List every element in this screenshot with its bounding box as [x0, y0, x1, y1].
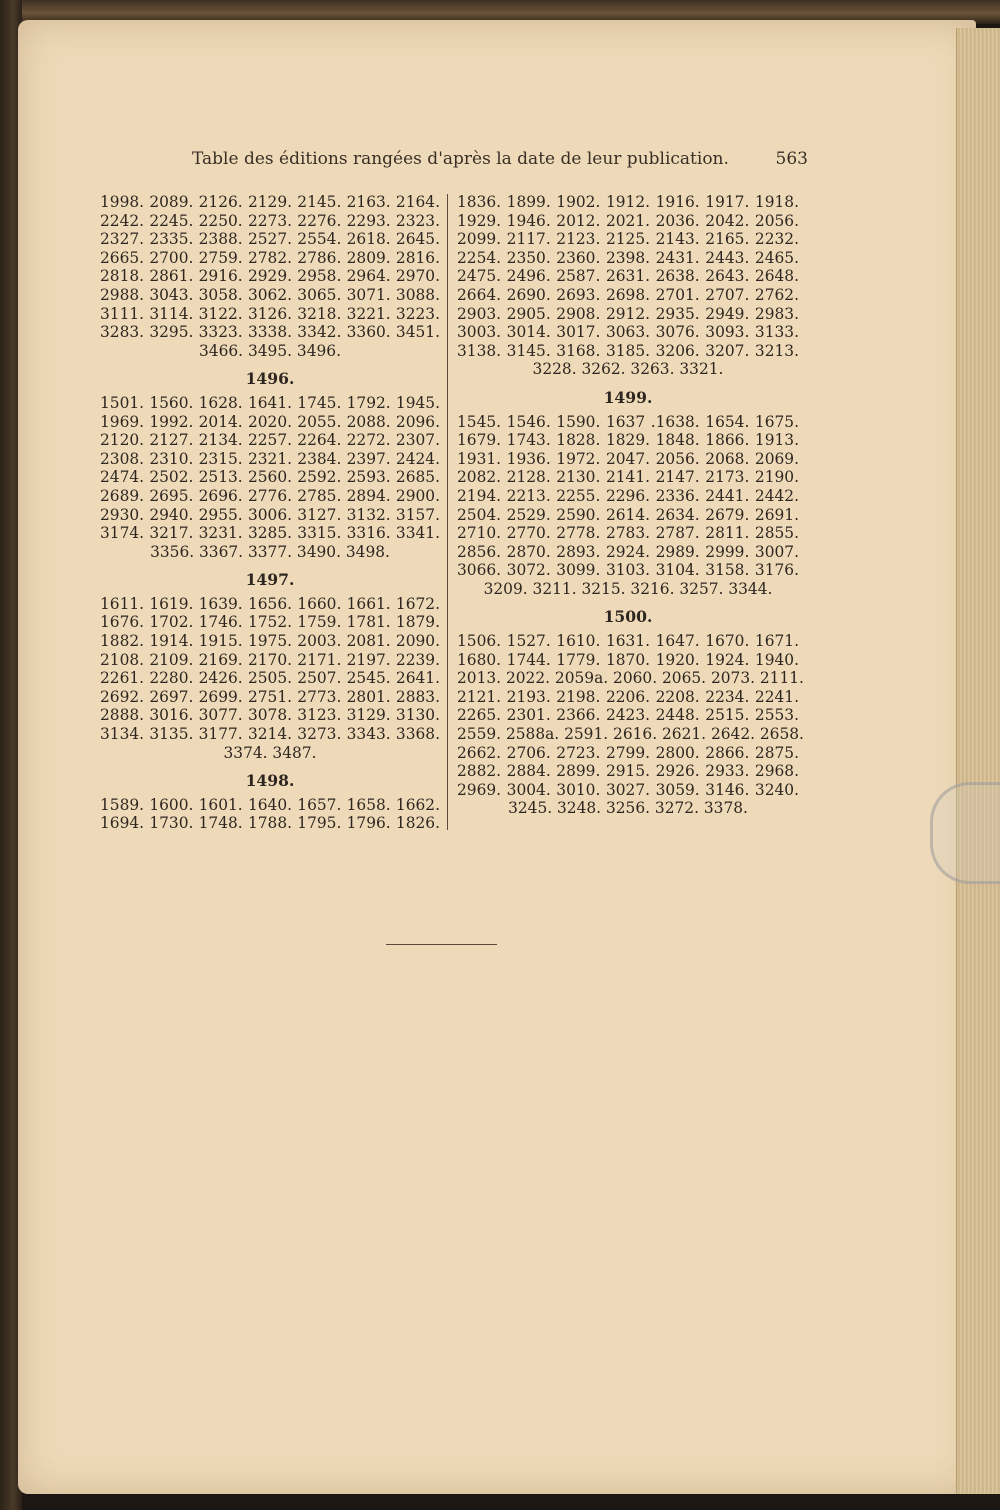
entry-line: 2242. 2245. 2250. 2273. 2276. 2293. 2323.	[100, 211, 440, 230]
year-heading: 1497.	[245, 570, 295, 590]
entry-line: 2689. 2695. 2696. 2776. 2785. 2894. 2900.	[100, 486, 440, 505]
entry-line: 2254. 2350. 2360. 2398. 2431. 2443. 2465.	[457, 248, 799, 267]
column-divider	[447, 194, 448, 830]
entry-line: 3111. 3114. 3122. 3126. 3218. 3221. 3223.	[100, 304, 440, 323]
year-section-1498	[100, 772, 440, 833]
entry-line: 2888. 3016. 3077. 3078. 3123. 3129. 3130.	[100, 706, 440, 725]
entry-line: 2475. 2496. 2587. 2631. 2638. 2643. 2648.	[457, 267, 799, 286]
entry-line: 1589. 1600. 1601. 1640. 1657. 1658. 1662.	[100, 795, 440, 814]
entry-line: 1545. 1546. 1590. 1637 .1638. 1654. 1675.	[457, 412, 799, 431]
year-section-1500	[457, 607, 804, 818]
year-heading: 1496.	[245, 369, 295, 389]
entry-line: 1676. 1702. 1746. 1752. 1759. 1781. 1879.	[100, 613, 440, 632]
entry-line: 3228. 3262. 3263. 3321.	[532, 360, 724, 379]
continuation-block	[100, 193, 440, 360]
entry-line: 3356. 3367. 3377. 3490. 3498.	[150, 542, 390, 561]
entry-line: 2692. 2697. 2699. 2751. 2773. 2801. 2883.	[100, 687, 440, 706]
entry-line: 1680. 1744. 1779. 1870. 1920. 1924. 1940.	[457, 650, 799, 669]
entry-line: 2082. 2128. 2130. 2141. 2147. 2173. 2190.	[457, 468, 799, 487]
entry-line: 2665. 2700. 2759. 2782. 2786. 2809. 2816.	[100, 248, 440, 267]
entry-line: 2121. 2193. 2198. 2206. 2208. 2234. 2241.	[457, 687, 799, 706]
entry-line: 2930. 2940. 2955. 3006. 3127. 3132. 3157.	[100, 505, 440, 524]
entry-line: 2474. 2502. 2513. 2560. 2592. 2593. 2685.	[100, 468, 440, 487]
end-rule	[386, 944, 497, 945]
entry-line: 2504. 2529. 2590. 2614. 2634. 2679. 2691.	[457, 505, 799, 524]
entry-line: 2903. 2905. 2908. 2912. 2935. 2949. 2983.	[457, 304, 799, 323]
page-title: Table des éditions rangées d'après la date de leur publication.	[192, 149, 729, 169]
entry-line: 2120. 2127. 2134. 2257. 2264. 2272. 2307.	[100, 431, 440, 450]
entry-line: 1882. 1914. 1915. 1975. 2003. 2081. 2090.	[100, 632, 440, 651]
paper-clip-icon	[930, 782, 1000, 884]
entry-line: 3245. 3248. 3256. 3272. 3378.	[508, 799, 748, 818]
entry-line: 2194. 2213. 2255. 2296. 2336. 2441. 2442.	[457, 486, 799, 505]
entry-line: 2969. 3004. 3010. 3027. 3059. 3146. 3240.	[457, 780, 799, 799]
entry-line: 1929. 1946. 2012. 2021. 2036. 2042. 2056.	[457, 211, 799, 230]
page-stack-edge	[956, 28, 1000, 1494]
entry-line: 2882. 2884. 2899. 2915. 2926. 2933. 2968.	[457, 762, 799, 781]
entry-line: 2108. 2109. 2169. 2170. 2171. 2197. 2239.	[100, 650, 440, 669]
entry-line: 1836. 1899. 1902. 1912. 1916. 1917. 1918.	[457, 193, 799, 211]
entry-line: 1998. 2089. 2126. 2129. 2145. 2163. 2164.	[100, 193, 440, 211]
entry-line: 1679. 1743. 1828. 1829. 1848. 1866. 1913.	[457, 431, 799, 450]
entry-line: 1969. 1992. 2014. 2020. 2055. 2088. 2096.	[100, 412, 440, 431]
page-number: 563	[775, 149, 808, 169]
entry-line: 2988. 3043. 3058. 3062. 3065. 3071. 3088.	[100, 285, 440, 304]
entry-line: 2710. 2770. 2778. 2783. 2787. 2811. 2855.	[457, 524, 799, 543]
entry-line: 1611. 1619. 1639. 1656. 1660. 1661. 1672.	[100, 594, 440, 613]
entry-line: 2856. 2870. 2893. 2924. 2989. 2999. 3007.	[457, 542, 799, 561]
entry-line: 2664. 2690. 2693. 2698. 2701. 2707. 2762.	[457, 285, 799, 304]
entry-line: 2818. 2861. 2916. 2929. 2958. 2964. 2970.	[100, 267, 440, 286]
year-heading: 1498.	[245, 771, 295, 791]
entry-line: 3283. 3295. 3323. 3338. 3342. 3360. 3451.	[100, 323, 440, 342]
entry-line: 3374. 3487.	[223, 743, 317, 762]
entry-line: 3174. 3217. 3231. 3285. 3315. 3316. 3341.	[100, 524, 440, 543]
entry-line: 2662. 2706. 2723. 2799. 2800. 2866. 2875.	[457, 743, 799, 762]
entry-line: 2099. 2117. 2123. 2125. 2143. 2165. 2232.	[457, 230, 799, 249]
entry-line: 2261. 2280. 2426. 2505. 2507. 2545. 2641.	[100, 669, 440, 688]
year-heading: 1500.	[603, 607, 653, 627]
year-section-1499	[457, 389, 799, 599]
entry-line: 2559. 2588a. 2591. 2616. 2621. 2642. 2658.	[457, 725, 804, 744]
entry-line: 1501. 1560. 1628. 1641. 1745. 1792. 1945.	[100, 393, 440, 412]
entry-line: 3134. 3135. 3177. 3214. 3273. 3343. 3368.	[100, 725, 440, 744]
entry-line: 3466. 3495. 3496.	[199, 341, 341, 360]
continuation-block	[457, 193, 799, 379]
left-column	[100, 193, 440, 833]
entry-line: 2327. 2335. 2388. 2527. 2554. 2618. 2645.	[100, 230, 440, 249]
entry-line: 1694. 1730. 1748. 1788. 1795. 1796. 1826.	[100, 814, 440, 833]
entry-line: 3138. 3145. 3168. 3185. 3206. 3207. 3213.	[457, 341, 799, 360]
entry-line: 2265. 2301. 2366. 2423. 2448. 2515. 2553.	[457, 706, 799, 725]
entry-line: 3209. 3211. 3215. 3216. 3257. 3344.	[483, 579, 773, 598]
entry-line: 1931. 1936. 1972. 2047. 2056. 2068. 2069.	[457, 449, 799, 468]
entry-line: 2013. 2022. 2059a. 2060. 2065. 2073. 2111.	[457, 669, 804, 688]
right-column	[457, 193, 804, 818]
year-heading: 1499.	[603, 387, 653, 407]
entry-line: 1506. 1527. 1610. 1631. 1647. 1670. 1671.	[457, 632, 799, 651]
year-section-1496	[100, 370, 440, 561]
entry-line: 2308. 2310. 2315. 2321. 2384. 2397. 2424.	[100, 449, 440, 468]
entry-line: 3003. 3014. 3017. 3063. 3076. 3093. 3133.	[457, 323, 799, 342]
year-section-1497	[100, 571, 440, 762]
entry-line: 3066. 3072. 3099. 3103. 3104. 3158. 3176.	[457, 561, 799, 580]
running-head	[192, 146, 808, 172]
